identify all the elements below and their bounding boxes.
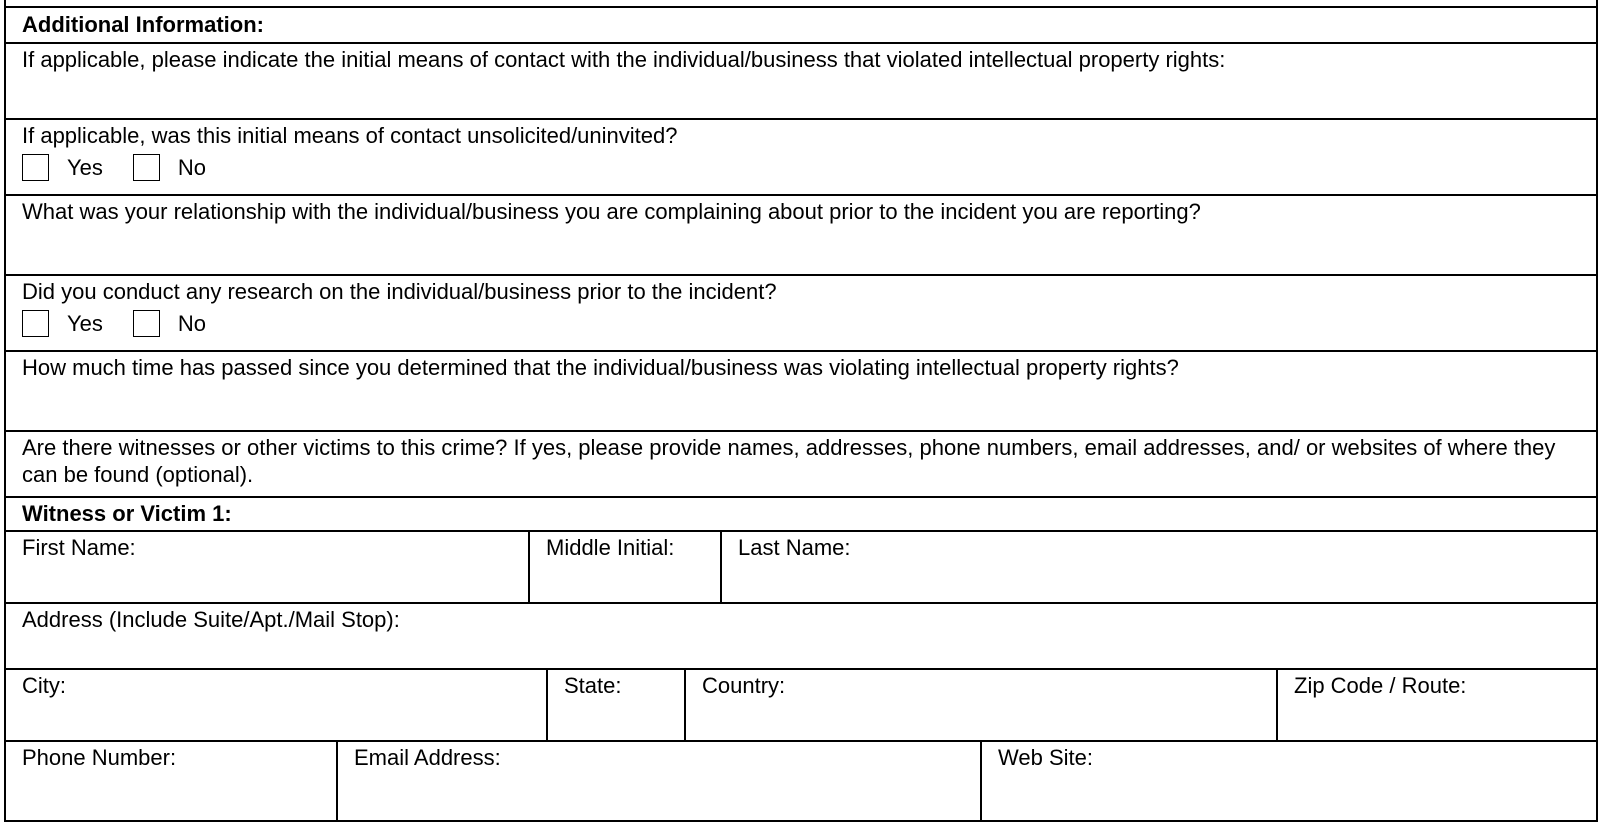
unsolicited-no-checkbox[interactable] — [133, 154, 160, 181]
section-header-witness-victim-1 — [6, 498, 1596, 532]
middle-initial-field[interactable] — [530, 532, 722, 602]
state-label: State: — [564, 673, 622, 698]
email-address-label: Email Address: — [354, 745, 501, 770]
middle-initial-label: Middle Initial: — [546, 535, 675, 560]
unsolicited-label: If applicable, was this initial means of contact unsolicited/uninvited? — [22, 123, 678, 148]
research-options — [22, 310, 236, 337]
time-passed-field[interactable] — [6, 352, 1596, 432]
witnesses-label: Are there witnesses or other victims to this crime? If yes, please provide names, addresses, phone numbers, email addresses, and/ or websites of where they can be found (optional). — [22, 435, 1556, 487]
city-label: City: — [22, 673, 66, 698]
address-label: Address (Include Suite/Apt./Mail Stop): — [22, 607, 400, 632]
relationship-label: What was your relationship with the individual/business you are complaining about prior to the incident you are reporting? — [22, 199, 1201, 224]
state-field[interactable] — [548, 670, 686, 740]
witness-section-title: Witness or Victim 1: — [22, 501, 232, 526]
email-address-field[interactable] — [338, 742, 982, 820]
zip-code-label: Zip Code / Route: — [1294, 673, 1467, 698]
unsolicited-yes-label: Yes — [67, 154, 103, 180]
research-yes-option[interactable] — [22, 310, 103, 337]
complaint-form — [4, 0, 1598, 822]
research-label: Did you conduct any research on the individual/business prior to the incident? — [22, 279, 777, 304]
country-field[interactable] — [686, 670, 1278, 740]
website-label: Web Site: — [998, 745, 1093, 770]
address-field[interactable] — [6, 604, 1596, 670]
website-field[interactable] — [982, 742, 1596, 820]
contact-row — [6, 742, 1596, 820]
last-name-label: Last Name: — [738, 535, 851, 560]
research-no-checkbox[interactable] — [133, 310, 160, 337]
first-name-label: First Name: — [22, 535, 136, 560]
top-divider — [6, 0, 1596, 8]
unsolicited-yes-checkbox[interactable] — [22, 154, 49, 181]
city-field[interactable] — [6, 670, 548, 740]
phone-number-label: Phone Number: — [22, 745, 177, 770]
zip-code-field[interactable] — [1278, 670, 1596, 740]
research-yes-checkbox[interactable] — [22, 310, 49, 337]
research-no-label: No — [177, 310, 207, 336]
section-title: Additional Information: — [22, 12, 264, 37]
unsolicited-no-label: No — [177, 154, 207, 180]
last-name-field[interactable] — [722, 532, 1596, 602]
research-no-option[interactable] — [133, 310, 206, 337]
unsolicited-options — [22, 154, 236, 181]
research-yes-label: Yes — [67, 310, 103, 336]
section-header-additional-information — [6, 8, 1596, 44]
unsolicited-yes-option[interactable] — [22, 154, 103, 181]
phone-number-field[interactable] — [6, 742, 338, 820]
unsolicited-question-field — [6, 120, 1596, 196]
contact-means-label: If applicable, please indicate the initial means of contact with the individual/business that violated intellectual property rights: — [22, 47, 1226, 72]
location-row — [6, 670, 1596, 742]
witnesses-question-field — [6, 432, 1596, 498]
unsolicited-no-option[interactable] — [133, 154, 206, 181]
relationship-field[interactable] — [6, 196, 1596, 276]
research-question-field — [6, 276, 1596, 352]
country-label: Country: — [702, 673, 786, 698]
first-name-field[interactable] — [6, 532, 530, 602]
time-passed-label: How much time has passed since you determined that the individual/business was violating intellectual property rights? — [22, 355, 1179, 380]
contact-means-field[interactable] — [6, 44, 1596, 120]
name-row — [6, 532, 1596, 604]
